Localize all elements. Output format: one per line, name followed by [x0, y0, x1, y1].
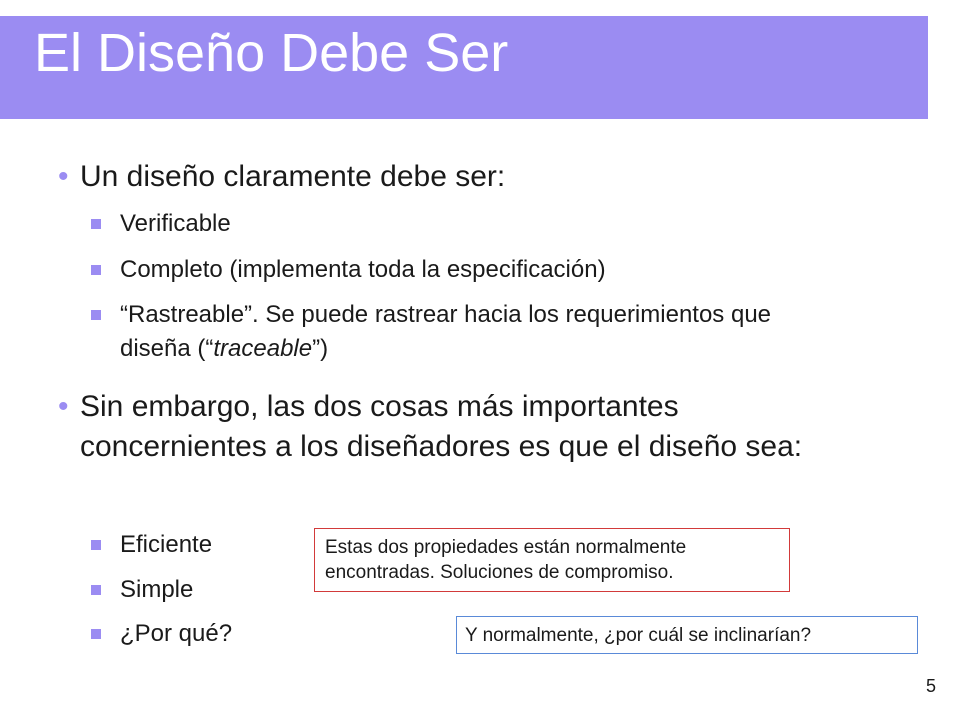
bullet-1	[58, 157, 870, 197]
sub-bullet-1-3	[120, 298, 840, 366]
sub-bullet-text: Completo (implementa toda la especificación)	[120, 256, 606, 283]
slide-title: El Diseño Debe Ser	[34, 23, 509, 83]
note-box-tradeoff: Estas dos propiedades están normalmente encontradas. Soluciones de compromiso.	[314, 528, 790, 592]
sub-bullet-text: Eficiente	[120, 531, 213, 558]
sub-bullet-1-2	[120, 253, 840, 287]
bullet-dot-icon: •	[58, 390, 69, 423]
bullet-dot-icon: •	[58, 160, 69, 193]
square-bullet-icon	[91, 585, 101, 595]
square-bullet-icon	[91, 310, 101, 320]
sub-bullet-text: Verificable	[120, 210, 231, 237]
sub-bullet-text: Simple	[120, 576, 194, 603]
bullet-2	[58, 387, 870, 467]
square-bullet-icon	[91, 540, 101, 550]
square-bullet-icon	[91, 219, 101, 229]
bullet-2-text: Sin embargo, las dos cosas más importantes concernientes a los diseñadores es que el diseño sea:	[80, 390, 803, 463]
sub-bullet-1-1	[120, 207, 840, 241]
bullet-1-text: Un diseño claramente debe ser:	[80, 160, 506, 193]
sub-bullet-text: “Rastreable”. Se puede rastrear hacia los requerimientos que diseña (“traceable”)	[120, 301, 772, 362]
square-bullet-icon	[91, 629, 101, 639]
note-box-question: Y normalmente, ¿por cuál se inclinarían?	[456, 616, 918, 654]
page-number: 5	[926, 676, 937, 696]
sub-bullet-text: ¿Por qué?	[120, 620, 233, 647]
square-bullet-icon	[91, 265, 101, 275]
